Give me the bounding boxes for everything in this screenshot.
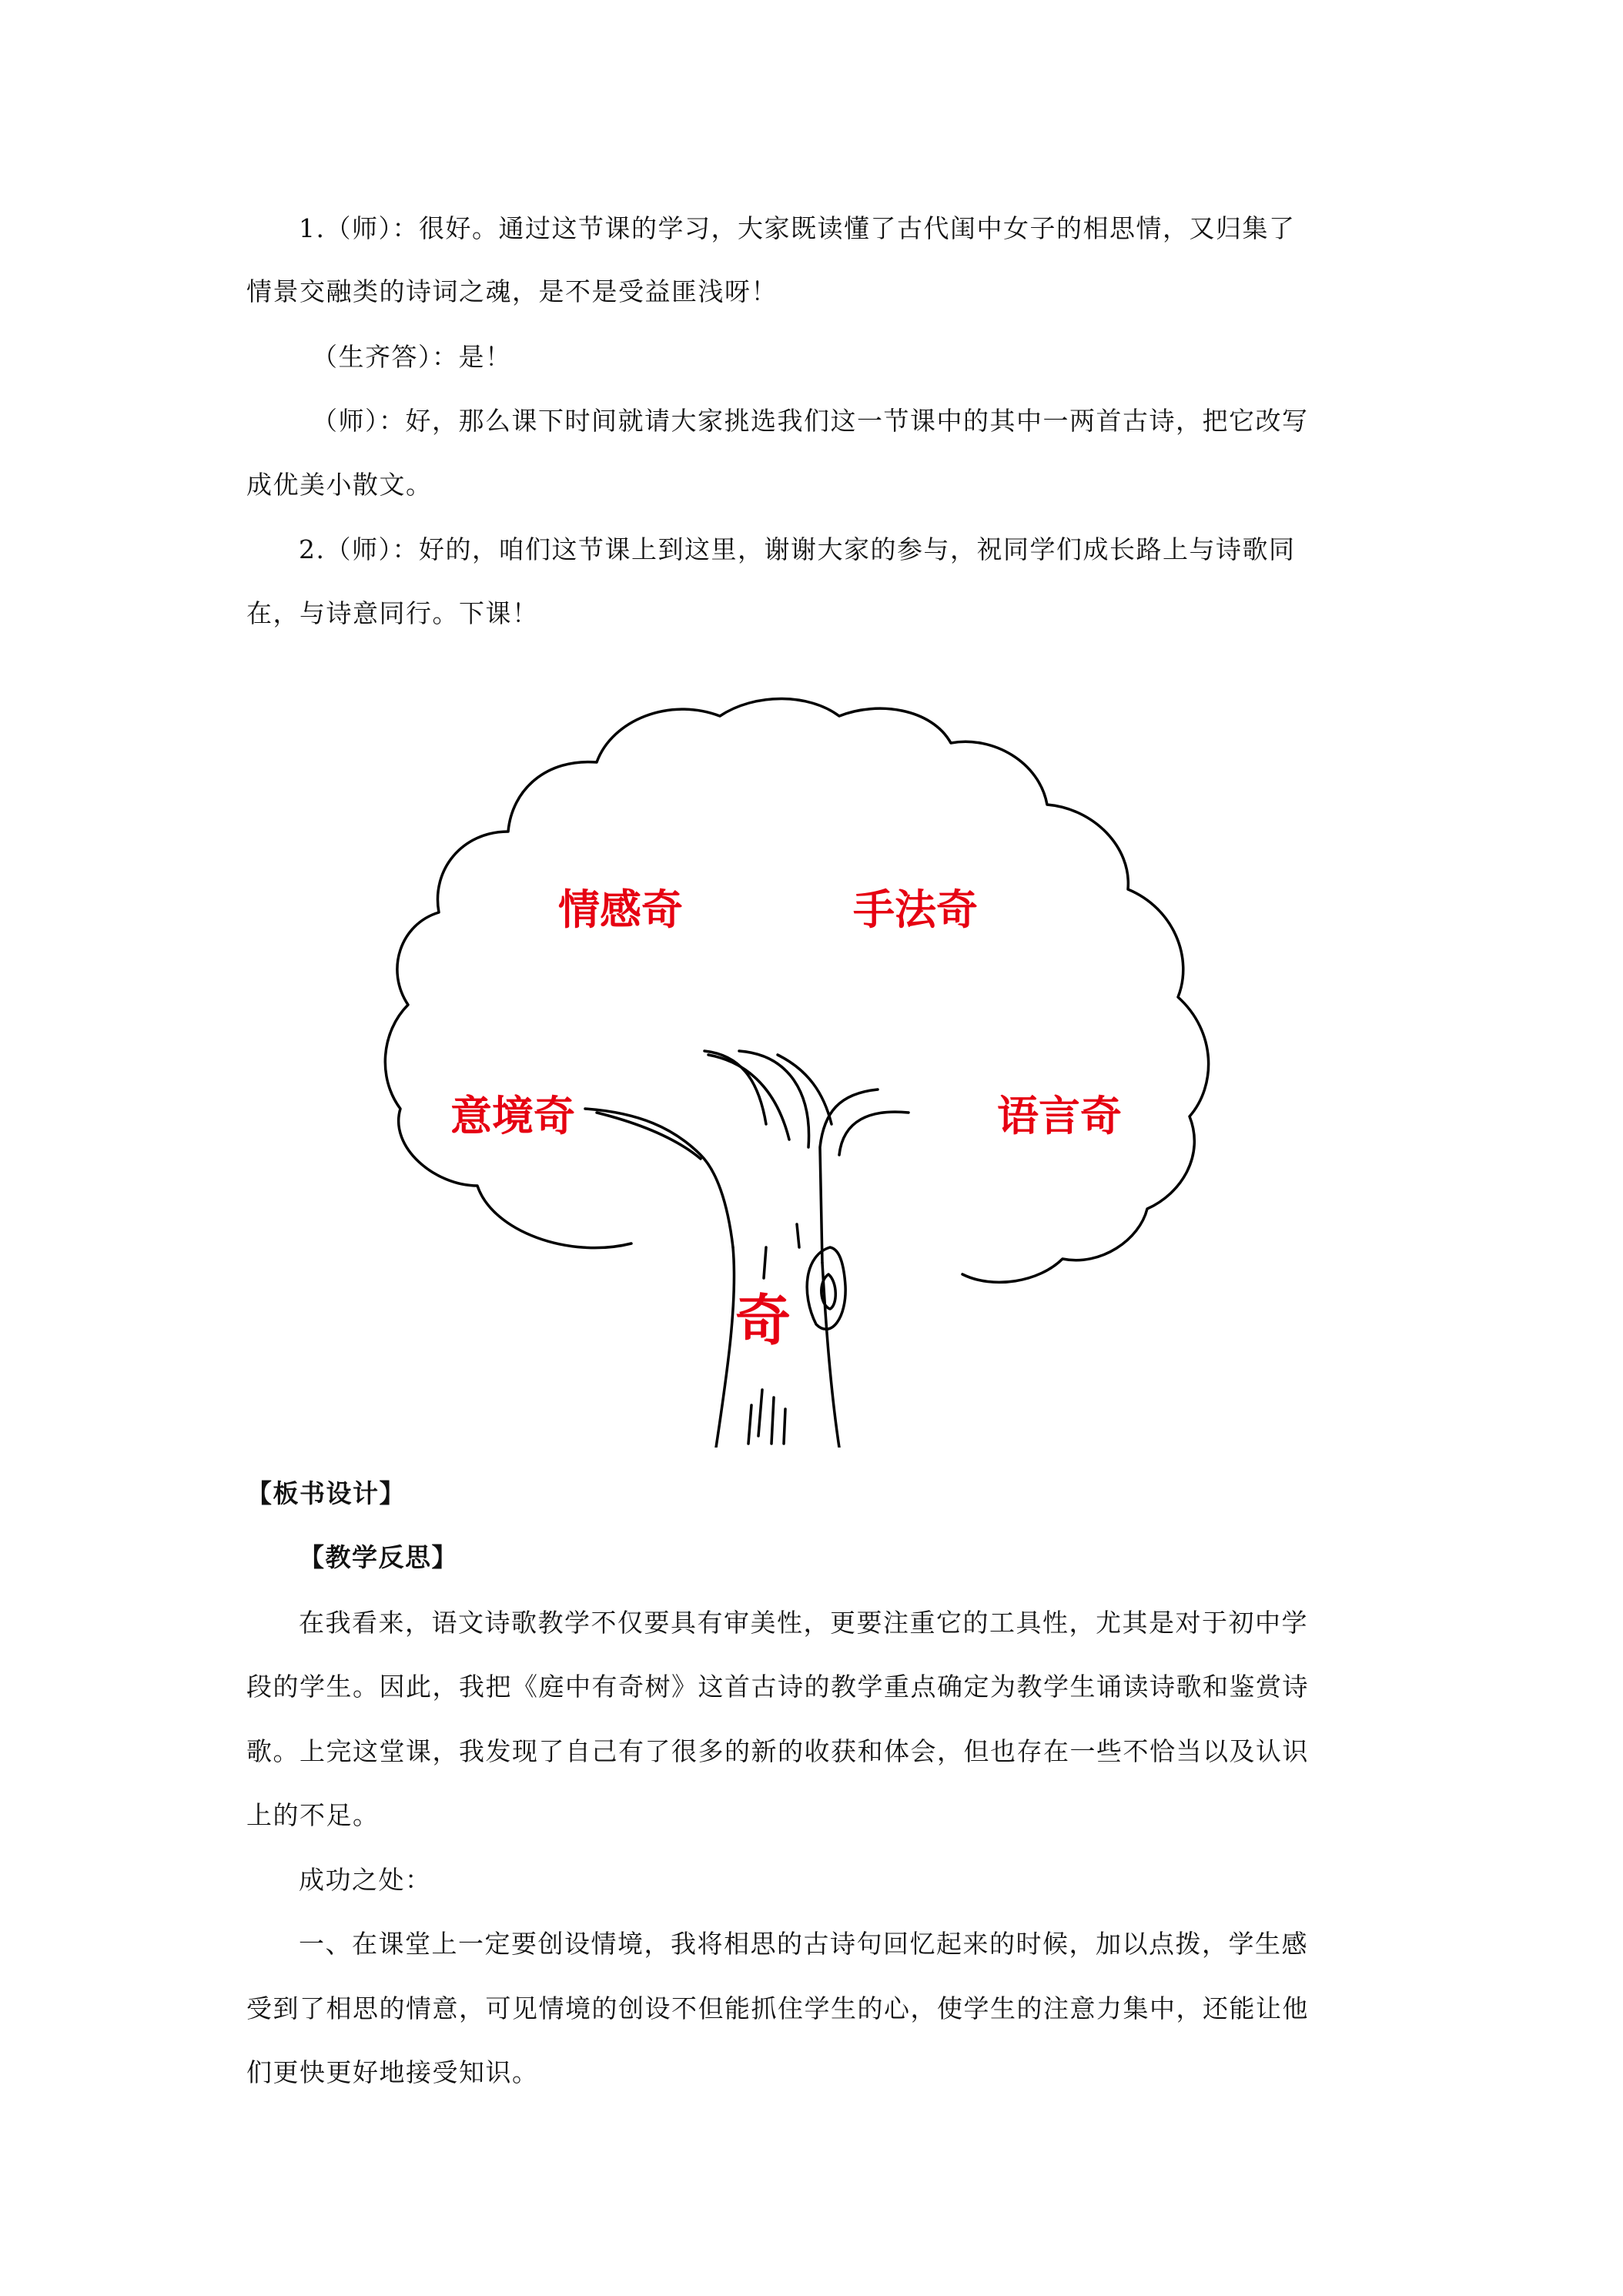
tree-branch-center-left	[708, 1055, 789, 1140]
paragraph-line: 上的不足。	[246, 1800, 380, 1830]
tree-branch-left-lower	[585, 1109, 733, 1247]
tree-trunk-texture	[797, 1224, 799, 1247]
tree-trunk-texture	[764, 1247, 766, 1278]
tree-trunk-texture	[748, 1405, 751, 1444]
tree-crown-outline	[385, 699, 1208, 1283]
paragraph-line: 1.（师）：很好。通过这节课的学习，大家既读懂了古代闺中女子的相思情，又归集了	[299, 213, 1296, 243]
paragraph-line: 们更快更好地接受知识。	[246, 2057, 539, 2087]
tree-branch-left-inner	[597, 1113, 701, 1159]
paragraph-line: 受到了相思的情意，可见情境的创设不但能抓住学生的心，使学生的注意力集中，还能让他	[246, 1993, 1309, 2023]
paragraph-line: 在我看来，语文诗歌教学不仅要具有审美性，更要注重它的工具性，尤其是对于初中学	[299, 1608, 1308, 1638]
tree-trunk-texture	[758, 1390, 762, 1436]
paragraph-line: 2.（师）：好的，咱们这节课上到这里，谢谢大家的参与，祝同学们成长路上与诗歌同	[299, 534, 1296, 564]
paragraph-line: 成功之处：	[299, 1865, 432, 1895]
tree-label-trunk: 奇	[735, 1288, 791, 1353]
tree-label-language: 语言奇	[997, 1092, 1122, 1140]
tree-trunk-texture	[771, 1397, 774, 1444]
tree-branch-left-upper	[704, 1051, 766, 1124]
tree-label-technique: 手法奇	[853, 885, 978, 934]
paragraph-line: 在，与诗意同行。下课！	[246, 598, 539, 628]
paragraph-line: 段的学生。因此，我把《庭中有奇树》这首古诗的教学重点确定为教学生诵读诗歌和鉴赏诗	[246, 1672, 1309, 1702]
section-heading-board-design: 【板书设计】	[246, 1478, 406, 1508]
paragraph-line: 歌。上完这堂课，我发现了自己有了很多的新的收获和体会，但也存在一些不恰当以及认识	[246, 1736, 1309, 1766]
tree-trunk-left-edge	[716, 1247, 734, 1448]
tree-trunk-texture	[784, 1409, 785, 1444]
tree-label-emotion: 情感奇	[558, 885, 683, 934]
tree-label-mood: 意境奇	[450, 1092, 575, 1140]
tree-branch-right-outer	[839, 1112, 909, 1155]
tree-branch-center-inner	[778, 1055, 832, 1124]
section-heading-teaching-reflection: 【教学反思】	[299, 1542, 458, 1572]
paragraph-line: 一、在课堂上一定要创设情境，我将相思的古诗句回忆起来的时候，加以点拨，学生感	[299, 1929, 1308, 1959]
paragraph-line: 成优美小散文。	[246, 470, 433, 500]
board-design-tree	[377, 693, 1255, 1448]
tree-outline	[385, 699, 1208, 1448]
paragraph-line: （师）：好，那么课下时间就请大家挑选我们这一节课中的其中一两首古诗，把它改写	[312, 406, 1309, 436]
paragraph-line: （生齐答）：是！	[312, 342, 512, 372]
paragraph-line: 情景交融类的诗词之魂，是不是受益匪浅呀！	[246, 276, 778, 306]
tree-drawing	[377, 693, 1255, 1448]
